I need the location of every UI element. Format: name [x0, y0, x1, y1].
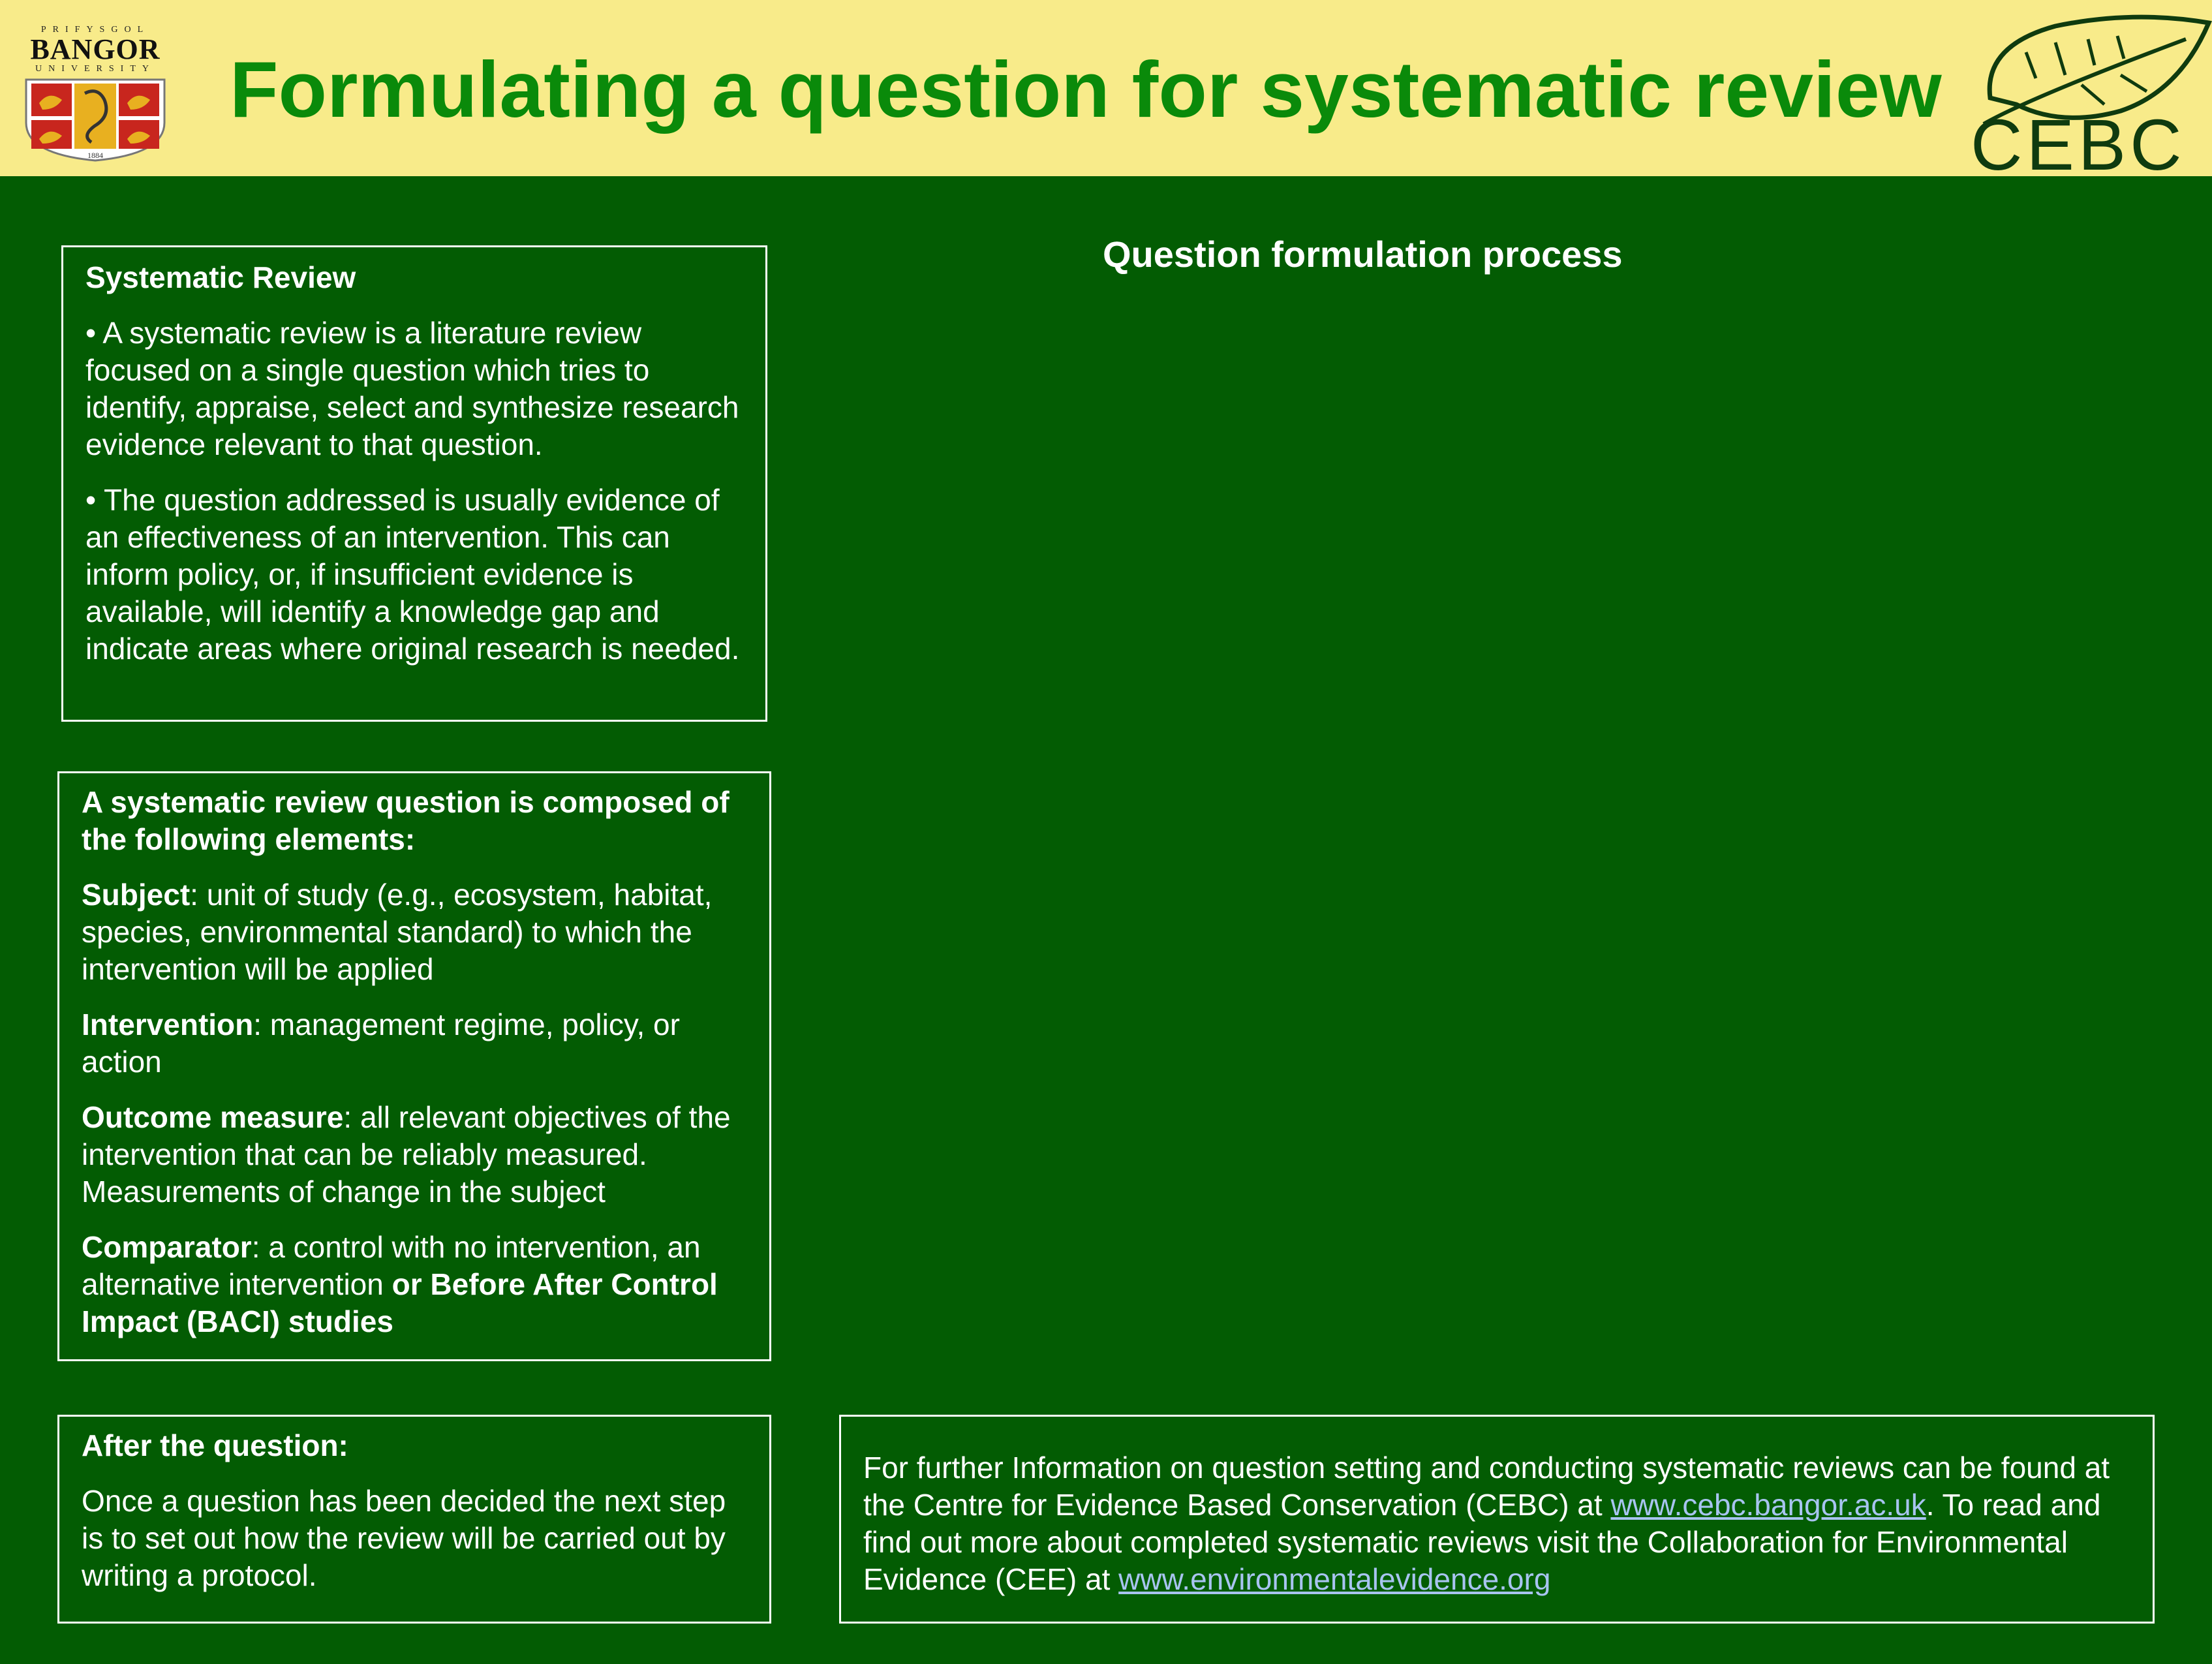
further-text-1: For further Information on question setting and conducting systematic reviews can be found at the Centre for Evidence Based Conservation (CEBC) at	[863, 1451, 2110, 1522]
subject-term: Subject	[82, 878, 191, 912]
comparator-bold-text: or Before After Control Impact (BACI) studies	[82, 1267, 718, 1338]
subject-text: : unit of study (e.g., ecosystem, habitat, species, environmental standard) to which the intervention will be applied	[82, 878, 713, 986]
header-banner	[0, 0, 2212, 176]
after-text: Once a question has been decided the next step is to set out how the review will be carried out by writing a protocol.	[82, 1484, 726, 1592]
element-outcome	[82, 1099, 747, 1210]
element-subject	[82, 876, 747, 988]
question-elements-box	[57, 771, 771, 1361]
outcome-text: : all relevant objectives of the intervention that can be reliably measured. Measurements of change in the subject	[82, 1100, 731, 1209]
further-info-text	[863, 1449, 2130, 1598]
systematic-review-bullet-2: • The question addressed is usually evidence of an effectiveness of an intervention. This can inform policy, or, if insufficient evidence is available, will identify a knowledge gap and indicate areas where original research is needed.	[85, 483, 740, 666]
comparator-text: : a control with no intervention, an alternative intervention	[82, 1230, 701, 1301]
systematic-review-box	[61, 245, 767, 722]
process-title: Question formulation process	[1103, 234, 1623, 275]
after-heading: After the question:	[82, 1428, 348, 1462]
cee-link[interactable]: www.environmentalevidence.org	[1118, 1562, 1551, 1596]
logo-name-text: BANGOR	[30, 33, 161, 65]
systematic-review-heading: Systematic Review	[85, 260, 356, 294]
cebc-link[interactable]: www.cebc.bangor.ac.uk	[1610, 1488, 1926, 1522]
outcome-term: Outcome measure	[82, 1100, 344, 1134]
intervention-text: : management regime, policy, or action	[82, 1008, 680, 1079]
systematic-review-bullet-1: • A systematic review is a literature review focused on a single question which tries to identify, appraise, select and synthesize research evidence relevant to that question.	[85, 316, 739, 461]
further-info-box	[839, 1415, 2155, 1624]
element-comparator	[82, 1229, 747, 1340]
cebc-leaf-logo	[1964, 13, 2212, 176]
comparator-term: Comparator	[82, 1230, 252, 1264]
shield-crest-icon	[20, 77, 171, 162]
further-text-2: . To read and find out more about completed systematic reviews visit the Collaboration for Environmental Evidence (CEE) at	[863, 1488, 2101, 1596]
after-question-box	[57, 1415, 771, 1624]
logo-bottom-text: UNIVERSITY	[35, 64, 155, 74]
element-intervention	[82, 1006, 747, 1081]
bangor-university-logo	[20, 25, 171, 170]
intervention-term: Intervention	[82, 1008, 254, 1041]
svg-text:CEBC: CEBC	[1971, 105, 2186, 176]
elements-heading: A systematic review question is composed of the following elements:	[82, 785, 730, 856]
svg-text:1884: 1884	[87, 151, 103, 160]
logo-top-text: PRIFYSGOL	[40, 25, 150, 35]
page-title: Formulating a question for systematic review	[230, 45, 1942, 134]
